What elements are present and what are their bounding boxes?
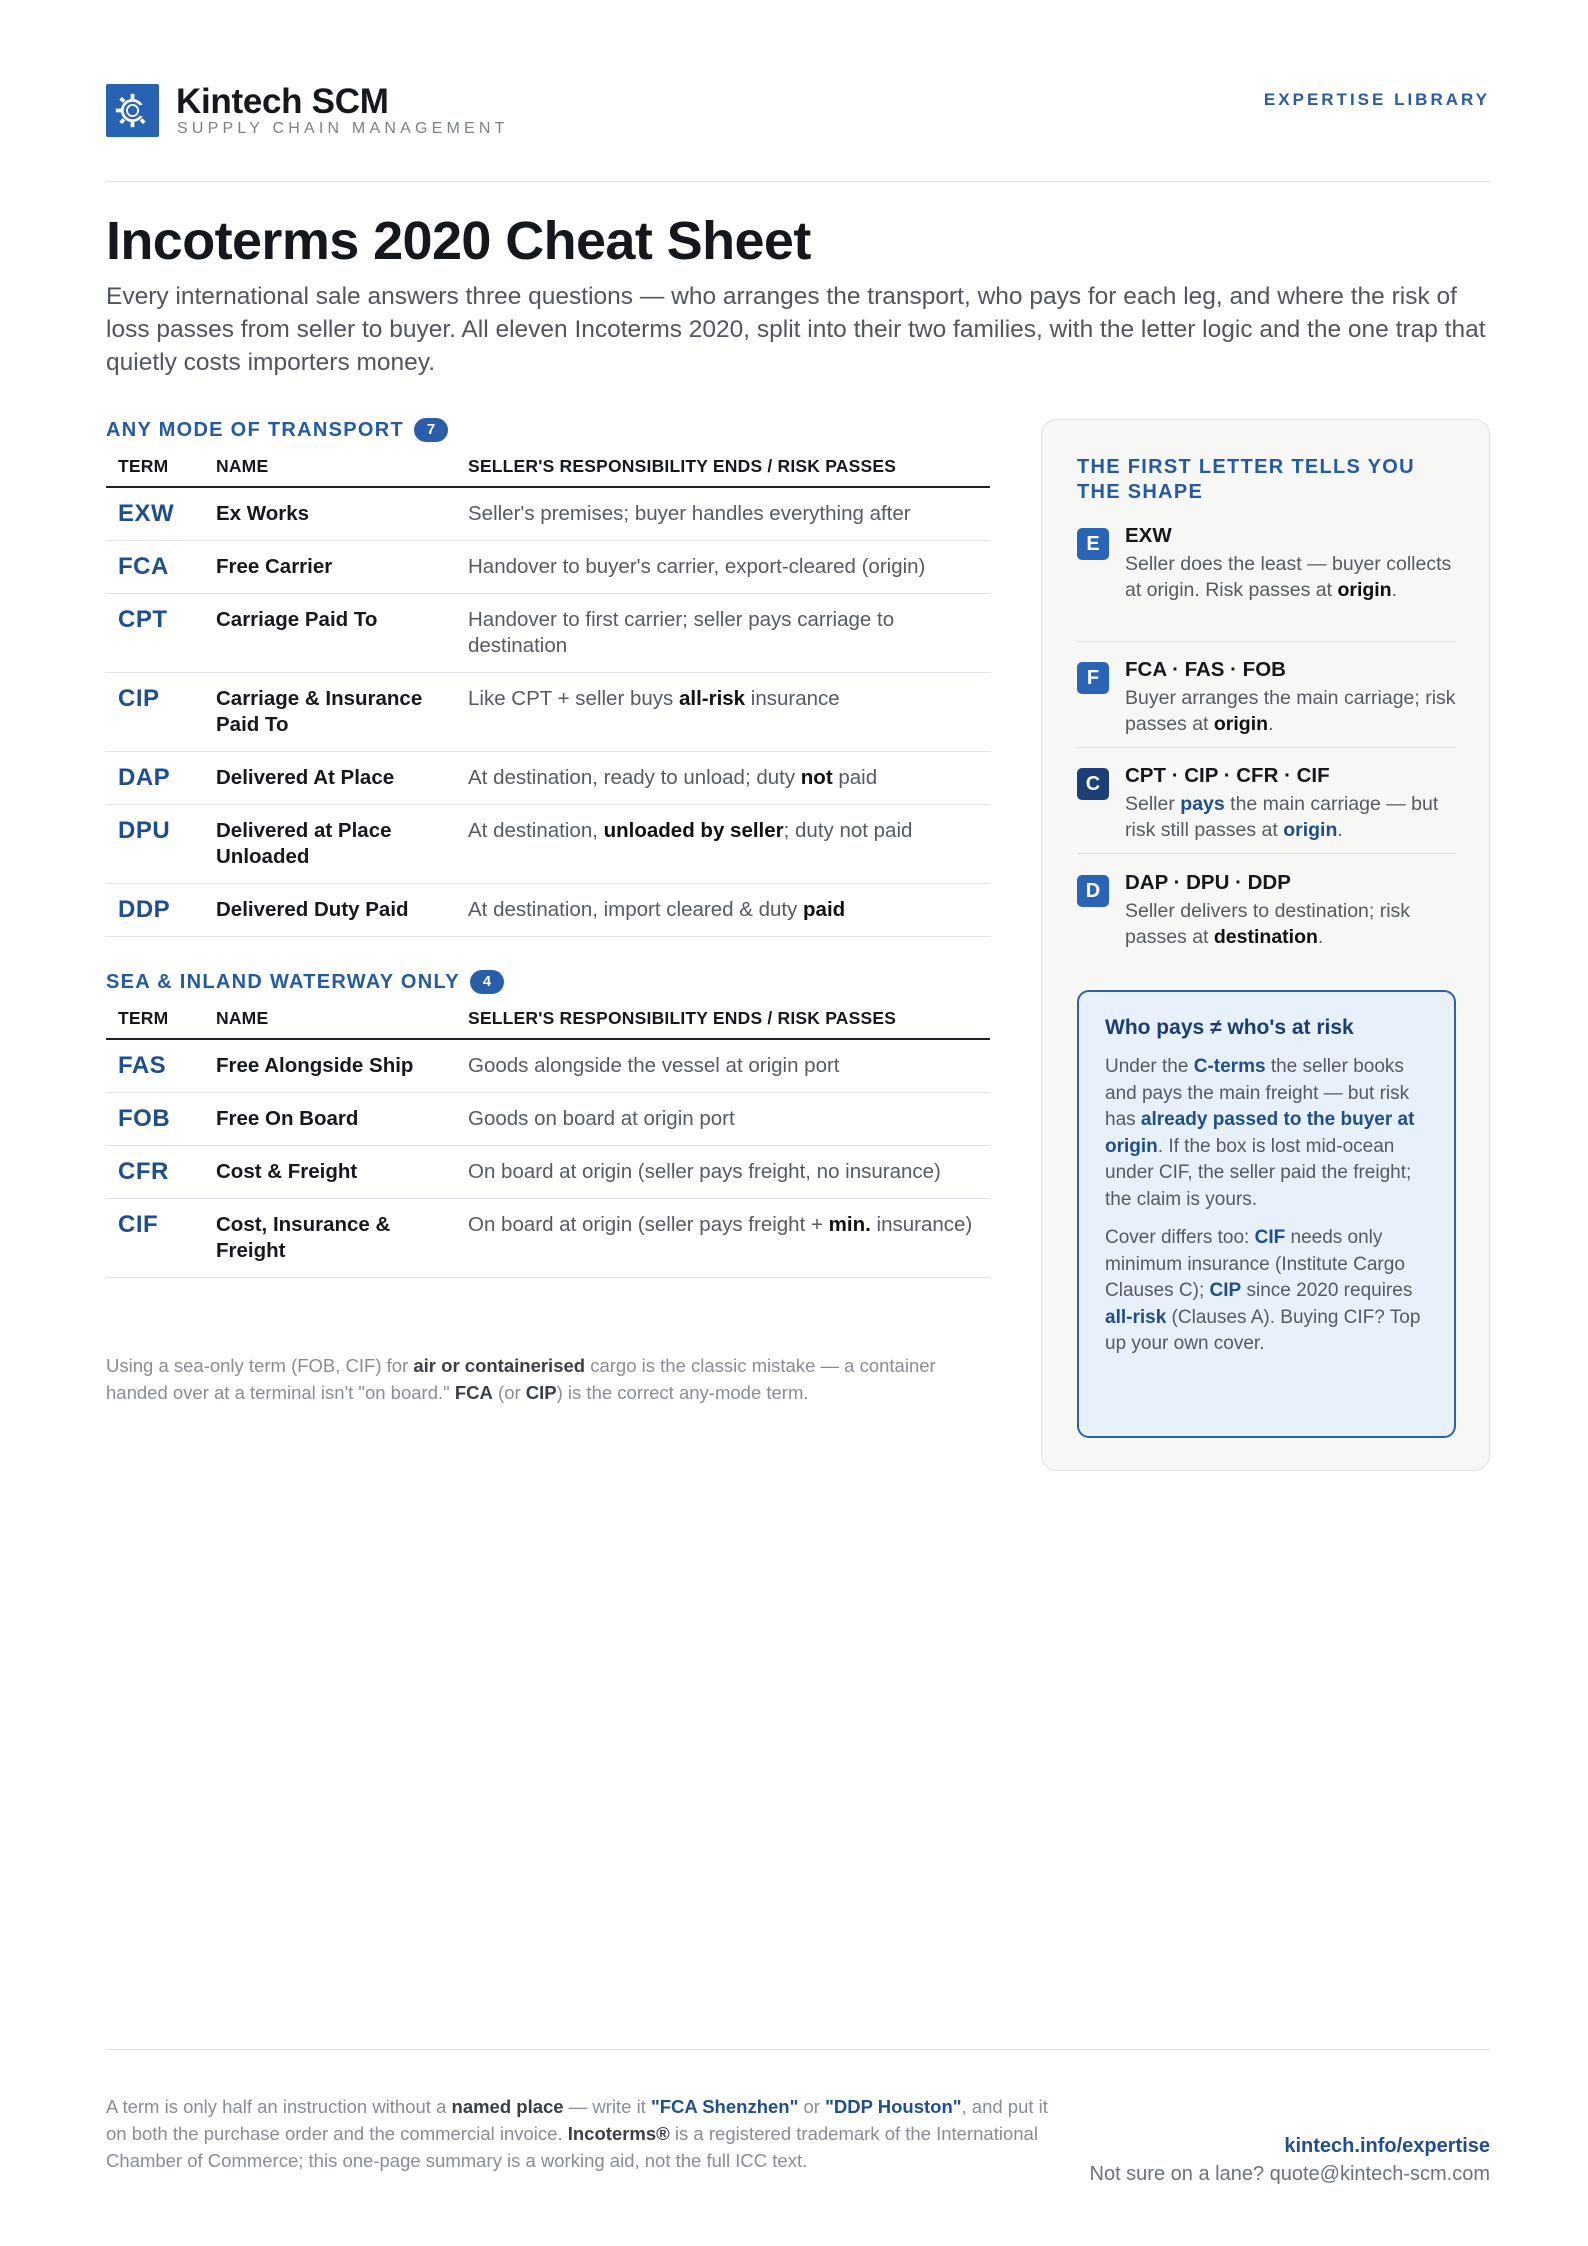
term-ends: Handover to buyer's carrier, export-cleared (origin) [468,541,990,594]
term-code: DAP [106,752,216,805]
table-row [106,1199,990,1278]
table-row [106,752,990,805]
term-ends: Like CPT + seller buys all-risk insurance [468,673,990,752]
brand-name: Kintech SCM [176,82,389,121]
section-heading-sea-only [106,970,504,994]
term-ends: Handover to first carrier; seller pays carriage to destination [468,594,990,673]
family-terms: CPT · CIP · CFR · CIF [1125,764,1330,787]
section-heading-any-mode [106,418,448,442]
intro-paragraph: Every international sale answers three questions — who arranges the transport, who pays for each leg, and where the risk of loss passes from seller to buyer. All eleven Incoterms 2020, split into their two families, with the letter logic and the one trap that quietly costs importers money. [106,283,1486,376]
callout-paragraph: Under the C-terms the seller books and pays the main freight — but risk has already passed to the buyer at origin. If the box is lost mid-ocean under CIF, the seller paid the freight; the claim is yours. [1105,1056,1415,1210]
term-code: CIF [106,1199,216,1278]
page-footer [106,2049,1490,2185]
term-name: Ex Works [216,487,468,541]
logo [106,84,159,137]
term-name: Free On Board [216,1093,468,1146]
column-header-name: NAME [216,1008,468,1039]
table-row [106,1093,990,1146]
section-title: SEA & INLAND WATERWAY ONLY [106,971,460,993]
column-header-ends: SELLER'S RESPONSIBILITY ENDS / RISK PASSES [468,1008,990,1039]
footer-note: A term is only half an instruction without a named place — write it "FCA Shenzhen" or "DDP Houston", and put it on both the purchase order and the commercial invoice. Incoterms® is a registered trademark of the International Chamber of Commerce; this one-page summary is a working aid, not the full ICC text. [106,2096,1048,2171]
term-code: CPT [106,594,216,673]
family-e [1077,524,1456,642]
table-header-row [106,1008,990,1039]
column-header-term: TERM [106,1008,216,1039]
count-badge: 7 [414,418,448,442]
table-row [106,673,990,752]
section-title: ANY MODE OF TRANSPORT [106,419,405,441]
count-badge: 4 [470,970,504,994]
term-ends: Seller's premises; buyer handles everything after [468,487,990,541]
term-ends: Goods alongside the vessel at origin port [468,1039,990,1093]
term-name: Carriage & Insurance Paid To [216,673,468,752]
letter-badge: F [1077,662,1109,694]
table-row [106,1039,990,1093]
term-name: Cost & Freight [216,1146,468,1199]
term-code: CFR [106,1146,216,1199]
term-name: Free Alongside Ship [216,1039,468,1093]
term-name: Carriage Paid To [216,594,468,673]
term-ends: Goods on board at origin port [468,1093,990,1146]
emphasis: not [800,766,833,789]
emphasis: min. [828,1213,871,1236]
table-row [106,805,990,884]
term-ends: At destination, unloaded by seller; duty not paid [468,805,990,884]
term-name: Delivered at Place Unloaded [216,805,468,884]
table-header-row [106,456,990,487]
emphasis: all-risk [678,687,746,710]
letter-badge: C [1077,768,1109,800]
letter-logic-panel [1041,419,1490,1471]
table-row [106,594,990,673]
table-row [106,1146,990,1199]
term-name: Delivered At Place [216,752,468,805]
family-terms: FCA · FAS · FOB [1125,658,1286,681]
family-terms: EXW [1125,524,1172,547]
column-header-name: NAME [216,456,468,487]
family-description: Seller pays the main carriage — but risk still passes at origin. [1125,793,1439,841]
gear-globe-icon [114,92,151,129]
emphasis: unloaded by seller [603,819,784,842]
library-label: EXPERTISE LIBRARY [1263,90,1490,109]
page-header [106,82,1490,182]
term-code: FOB [106,1093,216,1146]
family-description: Buyer arranges the main carriage; risk passes at origin. [1125,687,1456,735]
callout-title: Who pays ≠ who's at risk [1105,1016,1354,1039]
term-code: DDP [106,884,216,937]
brand-tagline: SUPPLY CHAIN MANAGEMENT [177,120,509,137]
column-header-term: TERM [106,456,216,487]
family-terms: DAP · DPU · DDP [1125,871,1291,894]
family-d [1077,871,1456,961]
term-code: EXW [106,487,216,541]
callout-paragraph: Cover differs too: CIF needs only minimum insurance (Institute Cargo Clauses C); CIP since 2020 requires all-risk (Clauses A). Buying CIF? Top up your own cover. [1105,1227,1421,1354]
term-code: CIP [106,673,216,752]
term-code: FCA [106,541,216,594]
page-title: Incoterms 2020 Cheat Sheet [106,211,811,271]
term-ends: On board at origin (seller pays freight + min. insurance) [468,1199,990,1278]
term-code: DPU [106,805,216,884]
emphasis: paid [803,898,846,921]
column-header-ends: SELLER'S RESPONSIBILITY ENDS / RISK PASSES [468,456,990,487]
term-ends: At destination, ready to unload; duty not paid [468,752,990,805]
table-row [106,541,990,594]
panel-heading: THE FIRST LETTER TELLS YOU THE SHAPE [1077,456,1415,503]
term-name: Free Carrier [216,541,468,594]
family-description: Seller does the least — buyer collects at origin. Risk passes at origin. [1125,553,1452,601]
table-row [106,884,990,937]
term-ends: At destination, import cleared & duty paid [468,884,990,937]
term-code: FAS [106,1039,216,1093]
expertise-link[interactable]: kintech.info/expertise [1284,2135,1490,2157]
any-mode-table [106,456,990,937]
letter-badge: E [1077,528,1109,560]
family-c [1077,764,1456,854]
term-ends: On board at origin (seller pays freight, no insurance) [468,1146,990,1199]
letter-badge: D [1077,875,1109,907]
family-f [1077,658,1456,748]
term-name: Delivered Duty Paid [216,884,468,937]
contact-cta: Not sure on a lane? quote@kintech-scm.com [1089,2163,1490,2185]
family-description: Seller delivers to destination; risk passes at destination. [1125,900,1411,948]
term-name: Cost, Insurance & Freight [216,1199,468,1278]
mistake-note: Using a sea-only term (FOB, CIF) for air or containerised cargo is the classic mistake — a container handed over at a terminal isn't "on board." FCA (or CIP) is the correct any-mode term. [106,1355,936,1403]
risk-callout [1077,990,1456,1438]
table-row [106,487,990,541]
sea-only-table [106,1008,990,1278]
